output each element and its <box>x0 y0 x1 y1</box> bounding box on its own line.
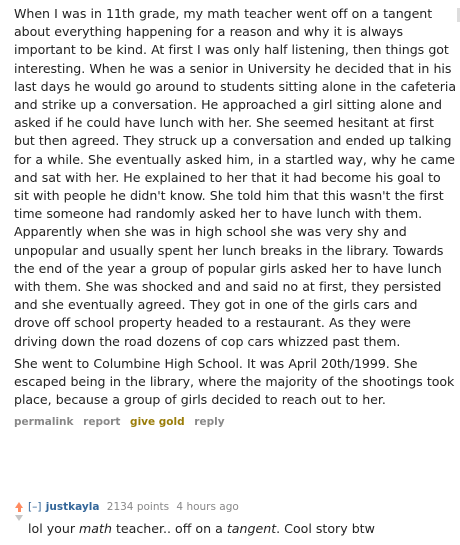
points-count: 2134 points <box>106 501 170 513</box>
reply-text-part: teacher.. off on a <box>111 521 227 536</box>
upvote-arrow-icon[interactable] <box>14 502 26 512</box>
comment <box>14 5 456 429</box>
report-link[interactable]: report <box>83 416 121 429</box>
reply-text <box>28 520 454 538</box>
reply-text-emphasis: tangent <box>226 521 277 536</box>
reply-text-part: . Cool story btw <box>276 521 375 536</box>
collapse-toggle[interactable]: [–] <box>28 501 42 513</box>
permalink-link[interactable]: permalink <box>14 416 74 429</box>
comment-actions <box>14 415 456 429</box>
reply-content <box>28 500 454 538</box>
downvote-arrow-icon[interactable] <box>15 515 23 521</box>
timestamp: 4 hours ago <box>176 501 239 513</box>
author-link[interactable]: justkayla <box>45 501 100 513</box>
reply-link[interactable]: reply <box>194 416 225 429</box>
comment-paragraph: She went to Columbine High School. It was April 20th/1999. She escaped being in the library, where the majority of the shootings took place, because a group of girls decided to reach out to her. <box>14 355 455 408</box>
give-gold-link[interactable]: give gold <box>130 416 185 429</box>
reply-text-emphasis: math <box>79 521 112 536</box>
reply-comment <box>14 500 454 538</box>
vote-arrows <box>14 502 26 521</box>
reply-text-part: lol your <box>28 521 80 536</box>
comment-paragraph: When I was in 11th grade, my math teacher went off on a tangent about everything happening for a reason and why it is always important to be kind. At first I was only half listening, then things got interesting. When he was a senior in University he decided that in his last days he would go around to students sitting alone in the cafeteria and strike up a conversation. He approached a girl sitting alone and asked if he could have lunch with her. She seemed hesitant at first but then agreed. They struck up a conversation and ended up talking for a while. She eventually asked him, in a startled way, why he came and sat with her. He explained to her that it had become his goal to sit with people he didn't know. She told him that this wasn't the first time someone had randomly asked her to have lunch with them. Apparently when she was in high school she was very shy and unpopular and usually spent her lunch breaks in the library. Towards the end of the year a group of popular girls asked her to have lunch with them. She was shocked and and said no at first, they persisted and she eventually agreed. They got in one of the girls cars and drove off school property headed to a restaurant. As they were driving down the road dozens of cop cars whizzed past them. <box>14 6 456 349</box>
reply-tagline <box>28 500 454 514</box>
